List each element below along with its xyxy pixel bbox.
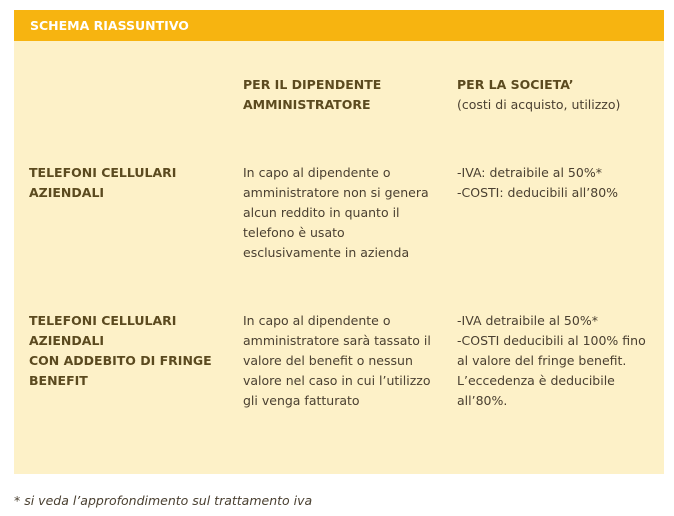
row-dipendente-cell	[243, 163, 429, 263]
cell-line: -COSTI deducibili al 100% fino	[457, 333, 646, 348]
row-label-line: TELEFONI CELLULARI	[29, 165, 177, 180]
table-title: SCHEMA RIASSUNTIVO	[14, 10, 664, 41]
cell-line: esclusivamente in azienda	[243, 245, 410, 260]
cell-line: telefono è usato	[243, 225, 345, 240]
row-societa-cell	[457, 311, 646, 411]
column-header-line: PER IL DIPENDENTE	[243, 77, 382, 92]
summary-table	[14, 10, 664, 474]
row-label-line: AZIENDALI	[29, 185, 105, 200]
cell-line: valore del benefit o nessun	[243, 353, 413, 368]
cell-line: In capo al dipendente o	[243, 313, 391, 328]
row-label-line: CON ADDEBITO DI FRINGE	[29, 353, 212, 368]
column-header-line: AMMINISTRATORE	[243, 97, 371, 112]
column-header-note: (costi di acquisto, utilizzo)	[457, 97, 621, 112]
row-label-line: BENEFIT	[29, 373, 88, 388]
cell-line: gli venga fatturato	[243, 393, 360, 408]
row-label-telefoni-fringe-benefit	[29, 311, 212, 391]
footnote: * si veda l’approfondimento sul trattamento iva	[14, 493, 313, 508]
row-label-telefoni-aziendali	[29, 163, 176, 203]
column-header-societa	[457, 75, 620, 115]
cell-line: -COSTI: deducibili all’80%	[457, 185, 619, 200]
cell-line: amministratore sarà tassato il	[243, 333, 431, 348]
cell-line: alcun reddito in quanto il	[243, 205, 400, 220]
cell-line: L’eccedenza è deducibile	[457, 373, 615, 388]
cell-line: -IVA: detraibile al 50%*	[457, 165, 602, 180]
cell-line: valore nel caso in cui l’utilizzo	[243, 373, 431, 388]
row-label-line: AZIENDALI	[29, 333, 105, 348]
row-label-line: TELEFONI CELLULARI	[29, 313, 177, 328]
column-header-dipendente	[243, 75, 381, 115]
cell-line: al valore del fringe benefit.	[457, 353, 627, 368]
cell-line: all’80%.	[457, 393, 508, 408]
row-dipendente-cell	[243, 311, 431, 411]
cell-line: -IVA detraibile al 50%*	[457, 313, 598, 328]
column-header-line: PER LA SOCIETA’	[457, 77, 574, 92]
cell-line: amministratore non si genera	[243, 185, 429, 200]
cell-line: In capo al dipendente o	[243, 165, 391, 180]
row-societa-cell	[457, 163, 618, 203]
